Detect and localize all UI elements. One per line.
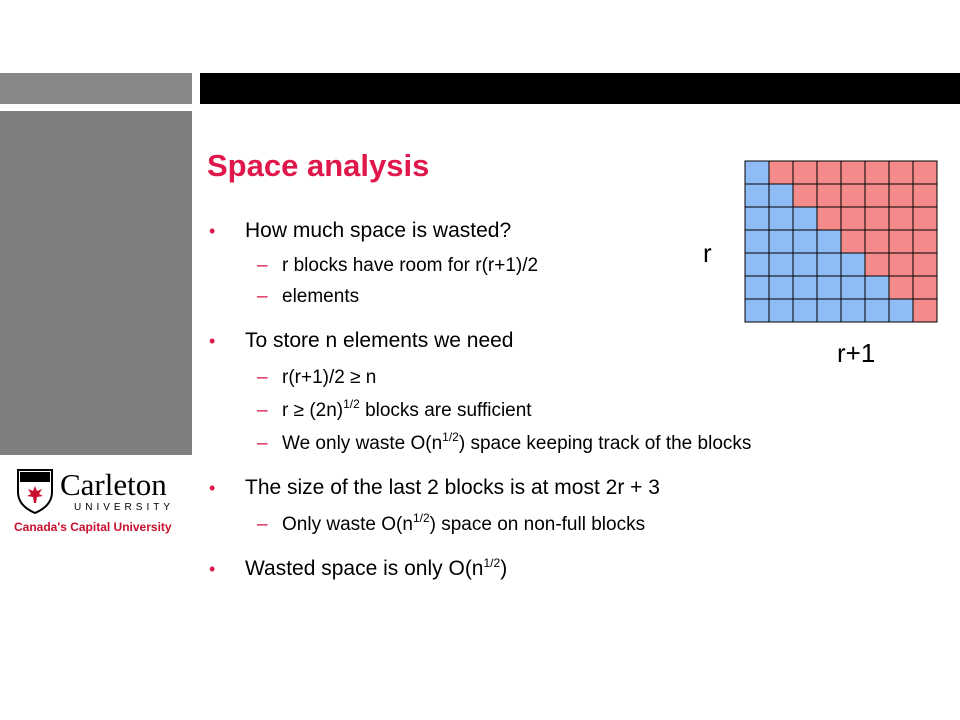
used-block-cell	[745, 230, 769, 253]
used-block-cell	[841, 299, 865, 322]
sub-1-2-text: elements	[282, 286, 360, 307]
sub-2-2	[207, 399, 857, 422]
sub-3-1	[207, 513, 857, 536]
logo-tagline: Canada's Capital University	[14, 520, 172, 534]
wasted-block-cell	[865, 253, 889, 276]
wasted-block-cell	[913, 299, 937, 322]
sub-2-2-sup: 1/2	[343, 397, 360, 411]
sub-2-1-text: r(r+1)/2 ≥ n	[282, 367, 377, 388]
sub-2-3-sup: 1/2	[442, 430, 459, 444]
bullet-2-text: To store n elements we need	[245, 329, 514, 352]
wasted-block-cell	[889, 276, 913, 299]
wasted-block-cell	[793, 161, 817, 184]
used-block-cell	[817, 276, 841, 299]
wasted-block-cell	[793, 184, 817, 207]
block-grid-diagram	[744, 160, 938, 326]
used-block-cell	[769, 276, 793, 299]
bullet-4-post: )	[500, 557, 508, 580]
label-r-plus-1: r+1	[837, 338, 876, 368]
bullet-4-sup: 1/2	[483, 556, 501, 570]
sub-3-1-post: ) space on non-full blocks	[429, 514, 646, 535]
wasted-block-cell	[865, 230, 889, 253]
bullet-1-text: How much space is wasted?	[245, 219, 512, 242]
used-block-cell	[793, 299, 817, 322]
used-block-cell	[793, 276, 817, 299]
used-block-cell	[745, 184, 769, 207]
wasted-block-cell	[913, 207, 937, 230]
wasted-block-cell	[865, 207, 889, 230]
wasted-block-cell	[913, 161, 937, 184]
top-gray-bar	[0, 73, 192, 104]
used-block-cell	[745, 207, 769, 230]
logo-university: UNIVERSITY	[74, 502, 175, 513]
dash-icon: –	[257, 400, 268, 421]
bullet-4	[207, 556, 857, 582]
wasted-block-cell	[913, 230, 937, 253]
side-gray-panel	[0, 111, 192, 455]
used-block-cell	[817, 299, 841, 322]
sub-3-1-pre: Only waste O(n	[282, 514, 413, 535]
sub-2-3-pre: We only waste O(n	[282, 433, 443, 454]
wasted-block-cell	[889, 253, 913, 276]
wasted-block-cell	[817, 161, 841, 184]
wasted-block-cell	[865, 161, 889, 184]
used-block-cell	[793, 253, 817, 276]
bullet-dot-icon: •	[209, 478, 216, 498]
used-block-cell	[769, 207, 793, 230]
dash-icon: –	[257, 286, 268, 307]
used-block-cell	[841, 276, 865, 299]
dash-icon: –	[257, 255, 268, 276]
sub-2-2-pre: r ≥ (2n)	[282, 400, 344, 421]
bullet-dot-icon: •	[209, 559, 216, 579]
wasted-block-cell	[841, 184, 865, 207]
label-r: r	[703, 238, 712, 268]
used-block-cell	[769, 184, 793, 207]
sub-3-1-sup: 1/2	[412, 511, 430, 525]
sub-2-1	[207, 366, 857, 389]
bullet-2	[207, 328, 857, 354]
sub-2-3-post: ) space keeping track of the blocks	[458, 433, 752, 454]
wasted-block-cell	[889, 184, 913, 207]
carleton-shield-icon	[16, 468, 54, 514]
used-block-cell	[745, 161, 769, 184]
wasted-block-cell	[889, 230, 913, 253]
dash-icon: –	[257, 433, 268, 454]
wasted-block-cell	[865, 184, 889, 207]
wasted-block-cell	[889, 161, 913, 184]
used-block-cell	[865, 299, 889, 322]
top-black-bar	[200, 73, 960, 104]
wasted-block-cell	[841, 207, 865, 230]
sub-1-1-text: r blocks have room for r(r+1)/2	[282, 255, 539, 276]
wasted-block-cell	[913, 184, 937, 207]
used-block-cell	[841, 253, 865, 276]
used-block-cell	[817, 253, 841, 276]
used-block-cell	[793, 230, 817, 253]
wasted-block-cell	[769, 161, 793, 184]
used-block-cell	[817, 230, 841, 253]
bullet-4-pre: Wasted space is only O(n	[245, 557, 484, 580]
bullet-3-text: The size of the last 2 blocks is at most 2r + 3	[245, 476, 660, 499]
used-block-cell	[745, 276, 769, 299]
wasted-block-cell	[817, 207, 841, 230]
sub-2-3	[207, 432, 857, 455]
used-block-cell	[793, 207, 817, 230]
used-block-cell	[865, 276, 889, 299]
used-block-cell	[889, 299, 913, 322]
bullet-3	[207, 475, 857, 501]
bullet-dot-icon: •	[209, 221, 216, 241]
carleton-logo	[14, 468, 184, 538]
wasted-block-cell	[841, 230, 865, 253]
used-block-cell	[745, 299, 769, 322]
used-block-cell	[769, 230, 793, 253]
wasted-block-cell	[817, 184, 841, 207]
used-block-cell	[769, 253, 793, 276]
slide-title: Space analysis	[207, 148, 430, 183]
used-block-cell	[745, 253, 769, 276]
wasted-block-cell	[841, 161, 865, 184]
dash-icon: –	[257, 367, 268, 388]
logo-wordmark: Carleton	[60, 467, 167, 502]
used-block-cell	[769, 299, 793, 322]
sub-2-2-post: blocks are sufficient	[359, 400, 532, 421]
wasted-block-cell	[889, 207, 913, 230]
wasted-block-cell	[913, 276, 937, 299]
bullet-dot-icon: •	[209, 331, 216, 351]
wasted-block-cell	[913, 253, 937, 276]
dash-icon: –	[257, 514, 268, 535]
